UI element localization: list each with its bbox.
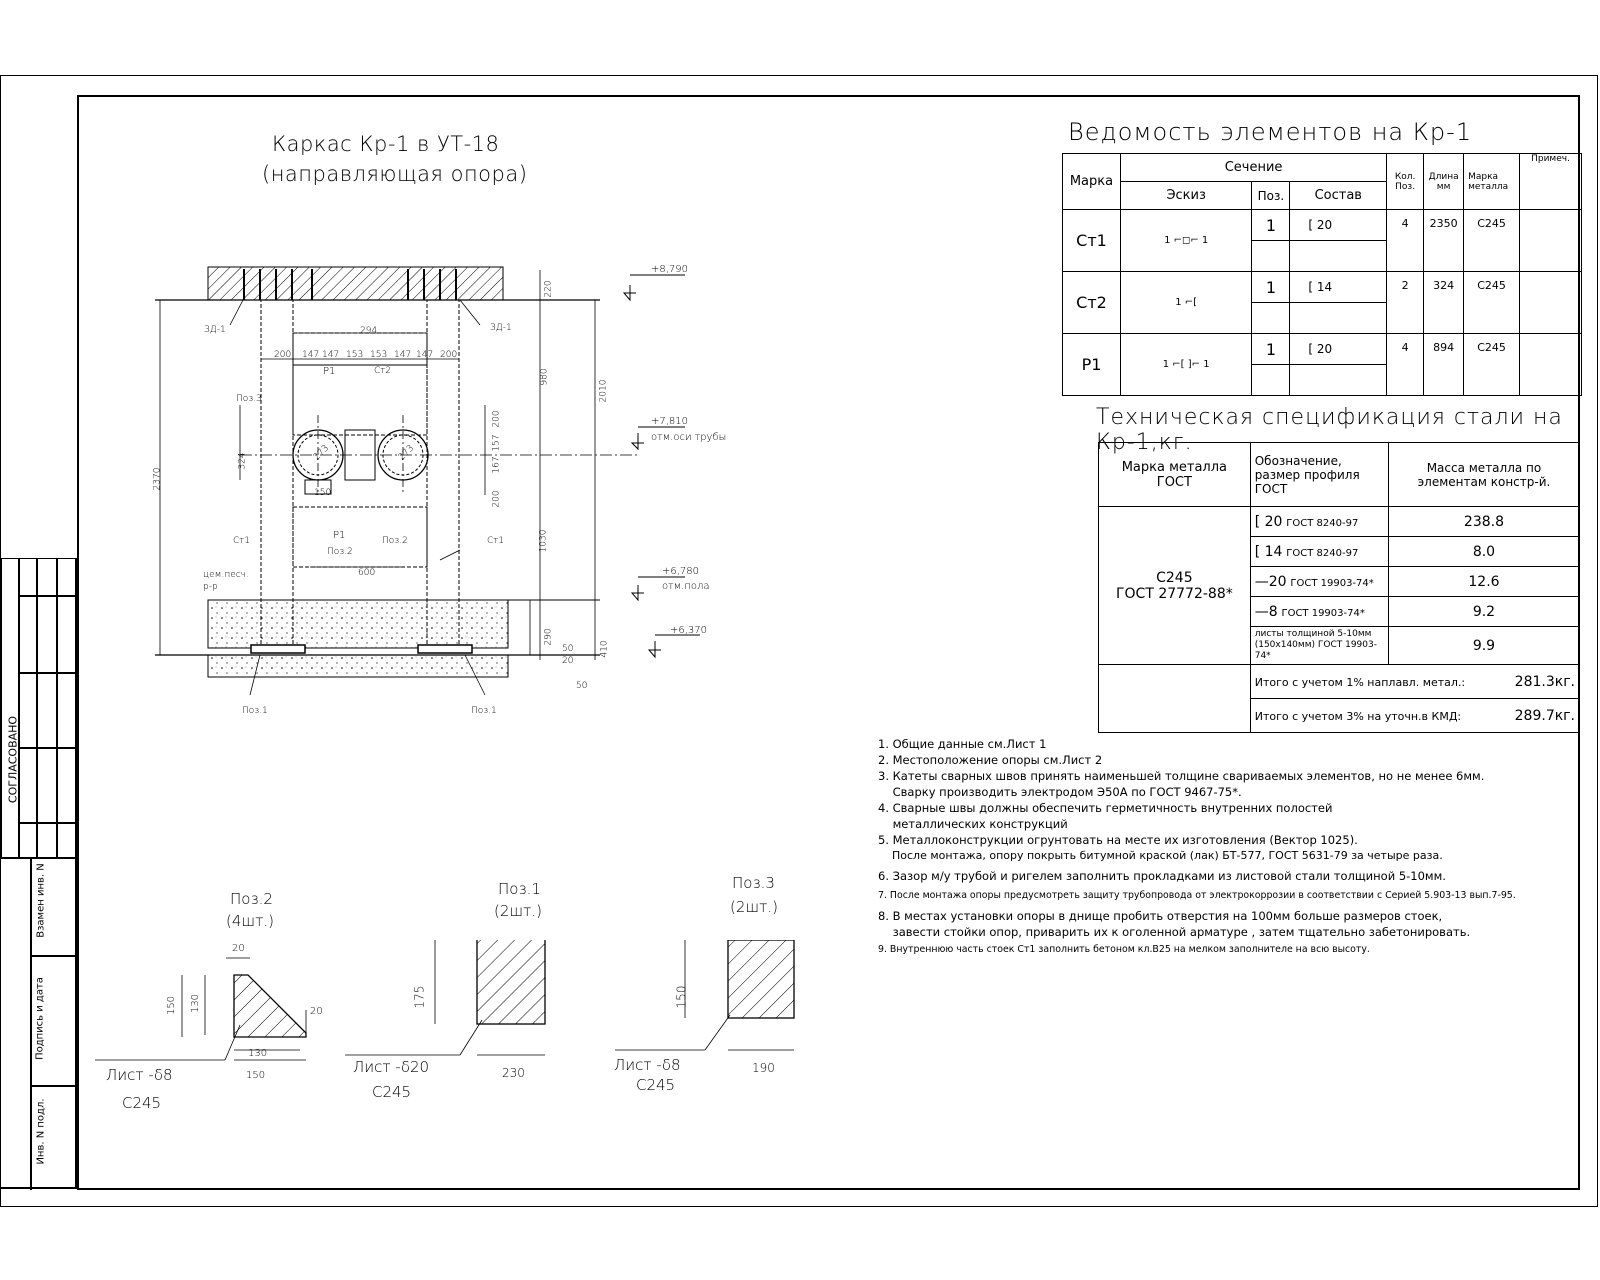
- pos2-d130h: 130: [248, 1048, 268, 1059]
- spec-profile: листы толщиной 5-10мм (150х140мм): [1254, 629, 1372, 650]
- elev-bottom: +6,370: [670, 625, 708, 636]
- dim-157: 157: [491, 434, 502, 452]
- dim-50a: 50: [562, 644, 574, 654]
- note-line: металлических конструкций: [878, 817, 1068, 831]
- spec-h-marka: Марка металла ГОСТ: [1099, 443, 1251, 507]
- note-line: Сварку производить электродом Э50А по ГОСТ 9467-75*.: [878, 785, 1242, 799]
- spec-steel: С245: [1156, 569, 1193, 586]
- support-elevation-drawing: [140, 255, 760, 725]
- label-p1-top: Р1: [323, 366, 336, 377]
- dim-324: 324: [237, 452, 248, 470]
- pos1-sheet: Лист -δ20: [353, 1058, 430, 1076]
- dim-220: 220: [543, 280, 554, 298]
- ved-cell-eskiz: 1 ⌐[: [1120, 272, 1251, 334]
- dim-50b: 50: [576, 681, 588, 691]
- spec-row: [1099, 507, 1580, 537]
- pos3-title: Поз.3: [732, 874, 775, 892]
- dim-147b: 147: [322, 350, 340, 360]
- spec-gost: ГОСТ 19903-74*: [1290, 577, 1374, 589]
- spec-total1: [1250, 665, 1579, 699]
- spec-profile-cell: [1250, 507, 1388, 537]
- ved-cell-dlina: 2350: [1424, 210, 1464, 272]
- pos2-d150h: 150: [246, 1070, 266, 1081]
- ved-cell-primech: [1520, 334, 1582, 396]
- ved-cell-marka: Ст2: [1063, 272, 1121, 334]
- dim-147a: 147: [302, 350, 320, 360]
- dim-294: 294: [360, 326, 378, 336]
- ved-h-sostav: Состав: [1290, 182, 1387, 210]
- note-line: 7. После монтажа опоры предусмотреть защиту трубопровода от электрокоррозии в соответствии с Серией 5.903-13 вып.7-95.: [878, 890, 1516, 901]
- spec-h-massa: Масса металла по элементам констр-й.: [1388, 443, 1579, 507]
- spec-mass: 238.8: [1388, 507, 1579, 537]
- ved-cell-eskiz: 1 ⌐[ ]⌐ 1: [1120, 334, 1251, 396]
- dim-153b: 153: [370, 350, 388, 360]
- dim-200b: 200: [440, 350, 458, 360]
- pos1-plate: [477, 940, 545, 1024]
- ved-cell-sostav: [ 14: [1290, 272, 1387, 303]
- podpis-label: Подпись и дата: [34, 977, 46, 1060]
- spec-total1-label: Итого с учетом 1% наплавл. метал.:: [1254, 675, 1466, 689]
- label-pos3: Поз.3: [236, 394, 262, 404]
- label-st1-right: Ст1: [487, 536, 504, 546]
- label-pos2-right: Поз.2: [382, 536, 408, 546]
- floor-slab: [208, 600, 508, 648]
- spec-gost: ГОСТ 19903-74*: [1254, 640, 1377, 661]
- note-line: После монтажа, опору покрыть битумной краской (лак) БТ-577, ГОСТ 5631-79 за четыре раза.: [878, 849, 1443, 862]
- spec-gost: ГОСТ 8240-97: [1286, 547, 1359, 559]
- pos3-d150: 150: [674, 985, 689, 1009]
- label-zd-left: ЗД-1: [204, 325, 226, 335]
- pos1-d230: 230: [502, 1066, 525, 1080]
- dim-147d: 147: [416, 350, 434, 360]
- ved-cell-marka: Р1: [1063, 334, 1121, 396]
- pos2-d20b: 20: [310, 1006, 323, 1017]
- ved-h-kol: Кол. Поз.: [1387, 154, 1424, 210]
- label-st1-left: Ст1: [233, 536, 250, 546]
- pos3-steel: С245: [636, 1076, 676, 1094]
- elev-pipe-label: отм.оси трубы: [651, 432, 727, 443]
- spec-profile-cell: [1250, 597, 1388, 627]
- label-pos2-left: Поз.2: [327, 547, 353, 557]
- ved-cell-poz: 1: [1252, 210, 1290, 241]
- note-line: 9. Внутреннюю часть стоек Ст1 заполнить бетоном кл.В25 на мелком заполнителе на всю высоту.: [878, 944, 1370, 955]
- note-line: 6. Зазор м/у трубой и ригелем заполнить прокладками из листовой стали толщиной 5-10мм.: [878, 869, 1446, 883]
- label-zd-right: ЗД-1: [490, 323, 512, 333]
- spec-profile-cell: [1250, 567, 1388, 597]
- ved-row-1: [1063, 210, 1582, 241]
- pos2-plate: [234, 975, 306, 1037]
- drawing-title: Каркас Кр-1 в УТ-18: [272, 132, 500, 156]
- elev-floor-label: отм.пола: [662, 581, 710, 592]
- ved-h-sechenie: Сечение: [1120, 154, 1386, 182]
- ved-cell-kol: 4: [1387, 210, 1424, 272]
- vedomost-table: [1062, 153, 1582, 396]
- pos2-qty: (4шт.): [226, 912, 274, 930]
- ved-cell-eskiz: 1 ⌐◻⌐ 1: [1120, 210, 1251, 272]
- note-line: завести стойки опор, приварить их к оголенной арматуре , затем тщательно забетонировать.: [878, 925, 1471, 939]
- spec-profile-cell: [1250, 537, 1388, 567]
- vzamen-label: Взамен инв. N: [35, 863, 47, 938]
- dim-167: 167: [491, 456, 502, 474]
- spec-mass: 9.2: [1388, 597, 1579, 627]
- dim-200a: 200: [274, 350, 292, 360]
- label-pos1-left: Поз.1: [242, 706, 268, 716]
- ved-cell-dlina: 894: [1424, 334, 1464, 396]
- ved-cell-primech: [1520, 210, 1582, 272]
- dim-980: 980: [539, 368, 550, 386]
- ved-row-3: [1063, 334, 1582, 365]
- pos2-d150v: 150: [166, 995, 178, 1016]
- dim-2370: 2370: [152, 467, 163, 491]
- pos1-qty: (2шт.): [494, 902, 542, 920]
- dim-20: 20: [562, 656, 574, 666]
- spec-mass: 9.9: [1388, 627, 1579, 665]
- pos3-d190: 190: [752, 1061, 775, 1075]
- note-line: 1. Общие данные см.Лист 1: [878, 737, 1047, 751]
- dim-290: 290: [543, 628, 554, 646]
- pos2-steel: С245: [122, 1094, 162, 1112]
- pos3-plate: [728, 940, 794, 1018]
- ved-h-primech: Примеч.: [1520, 154, 1582, 210]
- dim-153a: 153: [346, 350, 364, 360]
- dim-150: 150: [314, 488, 332, 498]
- label-cem: цем.песч.: [203, 570, 249, 580]
- ved-cell-sostav: [ 20: [1290, 334, 1387, 365]
- ved-cell-poz: 1: [1252, 272, 1290, 303]
- spec-profile: [ 14: [1254, 543, 1283, 560]
- spec-empty: [1099, 665, 1251, 733]
- ved-cell-metal: С245: [1464, 334, 1520, 396]
- spec-total2: [1250, 699, 1579, 733]
- specification-table: [1098, 442, 1580, 733]
- detail-drawings: [90, 940, 820, 1110]
- ved-cell-metal: С245: [1464, 272, 1520, 334]
- elev-floor: +6,780: [662, 566, 700, 577]
- label-pos1-right: Поз.1: [471, 706, 497, 716]
- approval-stamp: [0, 558, 77, 1190]
- spec-total2-label: Итого с учетом 3% на уточн.в КМД:: [1254, 709, 1462, 723]
- note-line: 3. Катеты сварных швов принять наименьшей толщине свариваемых элементов, но не менее 6мм.: [878, 769, 1485, 783]
- label-p1-mid: Р1: [333, 530, 346, 541]
- spec-profile-cell: [1250, 627, 1388, 665]
- spec-total1-value: 281.3кг.: [1514, 673, 1575, 690]
- elev-pipe: +7,810: [651, 416, 689, 427]
- pos3-qty: (2шт.): [730, 898, 778, 916]
- spec-steel-gost: ГОСТ 27772-88*: [1115, 585, 1233, 602]
- pos3-sheet: Лист -δ8: [614, 1056, 681, 1074]
- pos1-d175: 175: [412, 985, 427, 1009]
- ved-cell-primech: [1520, 272, 1582, 334]
- dim-1030: 1030: [538, 529, 549, 553]
- pos2-title: Поз.2: [230, 890, 273, 908]
- spec-mass: 12.6: [1388, 567, 1579, 597]
- note-line: 4. Сварные швы должны обеспечить герметичность внутренних полостей: [878, 801, 1333, 815]
- ved-h-dlina: Длина мм: [1424, 154, 1464, 210]
- pos2-d20a: 20: [232, 943, 245, 954]
- note-line: 2. Местоположение опоры см.Лист 2: [878, 753, 1103, 767]
- ved-cell-metal: С245: [1464, 210, 1520, 272]
- ved-h-marka-met: Марка металла: [1464, 154, 1520, 210]
- dim-200c: 200: [491, 410, 502, 428]
- spec-gost: ГОСТ 8240-97: [1286, 517, 1359, 529]
- dim-600: 600: [358, 568, 376, 578]
- spec-steel-cell: [1099, 507, 1251, 665]
- drawing-subtitle: (направляющая опора): [262, 162, 528, 186]
- vedomost-title: Ведомость элементов на Кр-1: [1068, 118, 1473, 146]
- ved-cell-marka: Ст1: [1063, 210, 1121, 272]
- pos1-steel: С245: [372, 1083, 412, 1101]
- dim-410: 410: [599, 640, 610, 658]
- dim-2010: 2010: [598, 379, 609, 403]
- pos2-d130v: 130: [190, 993, 202, 1014]
- dim-273b: 273: [396, 443, 417, 463]
- dim-147c: 147: [394, 350, 412, 360]
- label-cem2: р-р: [203, 582, 218, 592]
- spec-mass: 8.0: [1388, 537, 1579, 567]
- pos2-sheet: Лист -δ8: [106, 1066, 173, 1084]
- notes-block: [878, 736, 1578, 958]
- spec-profile: [ 20: [1254, 513, 1283, 530]
- spec-gost: ГОСТ 19903-74*: [1281, 607, 1365, 619]
- soglasovano-label: СОГЛАСОВАНО: [6, 715, 20, 804]
- ved-cell-kol: 4: [1387, 334, 1424, 396]
- spec-title: Техническая спецификация стали на Кр-1,кг.: [1096, 405, 1563, 455]
- inv-label: Инв. N подл.: [35, 1098, 47, 1165]
- dim-200d: 200: [491, 490, 502, 508]
- ved-h-eskiz: Эскиз: [1120, 182, 1251, 210]
- ved-cell-poz: 1: [1252, 334, 1290, 365]
- label-st2: Ст2: [374, 366, 391, 376]
- spec-profile: —8: [1254, 603, 1278, 620]
- dim-273a: 273: [311, 443, 332, 463]
- elev-top: +8,790: [651, 264, 689, 275]
- ved-row-2: [1063, 272, 1582, 303]
- spec-total2-value: 289.7кг.: [1514, 707, 1575, 724]
- note-line: 5. Металлоконструкции огрунтовать на месте их изготовления (Вектор 1025).: [878, 833, 1358, 847]
- ved-h-poz: Поз.: [1252, 182, 1290, 210]
- spec-profile: —20: [1254, 573, 1287, 590]
- ved-cell-kol: 2: [1387, 272, 1424, 334]
- note-line: 8. В местах установки опоры в днище пробить отверстия на 100мм больше размеров стоек,: [878, 909, 1443, 923]
- pos1-title: Поз.1: [498, 880, 541, 898]
- ved-cell-sostav: [ 20: [1290, 210, 1387, 241]
- ved-h-marka: Марка: [1063, 154, 1121, 210]
- spec-h-oboznach: Обозначение, размер профиля ГОСТ: [1250, 443, 1388, 507]
- ved-cell-dlina: 324: [1424, 272, 1464, 334]
- ceiling-slab: [208, 267, 503, 300]
